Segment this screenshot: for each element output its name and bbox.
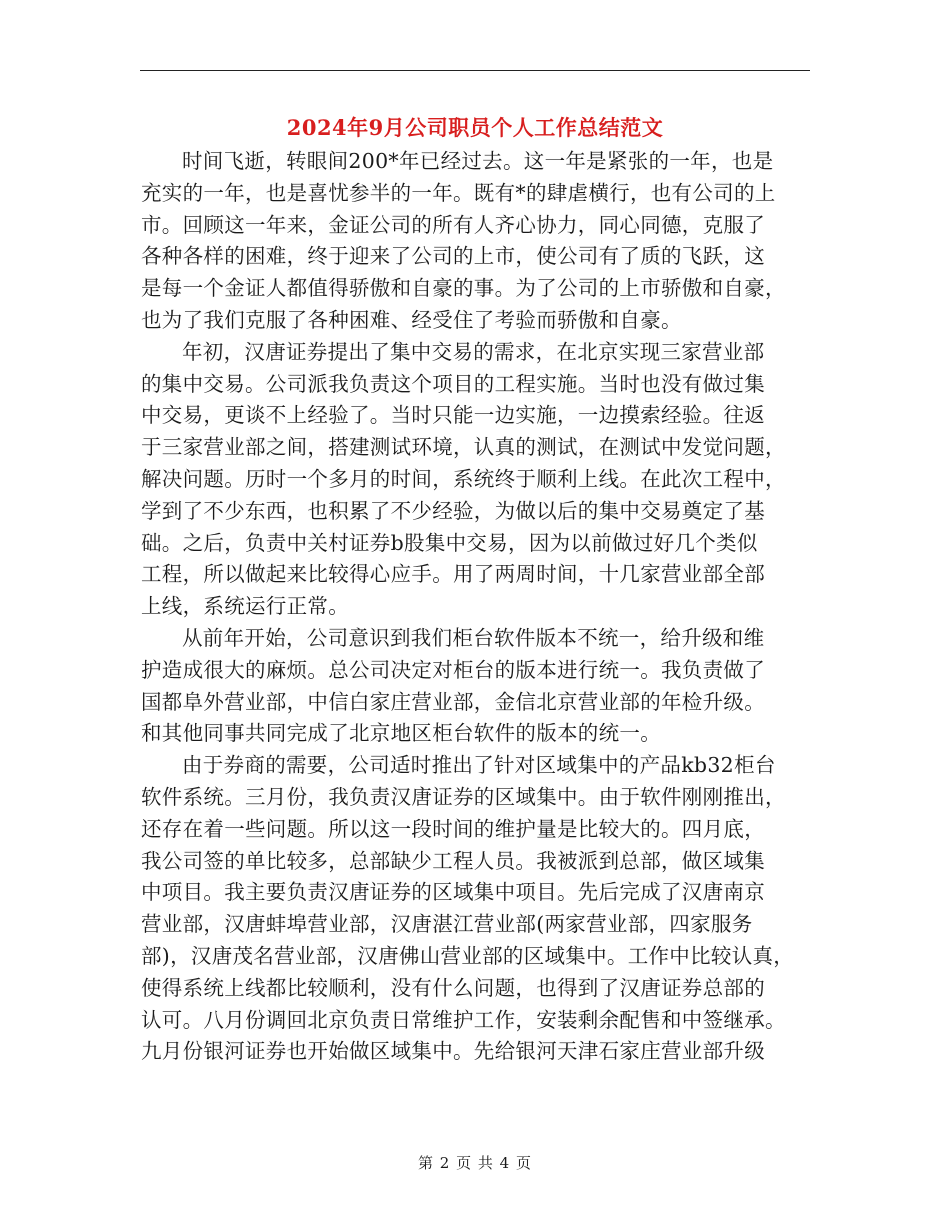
paragraph-2-line: 年初，汉唐证券提出了集中交易的需求，在北京实现三家营业部 [182, 339, 765, 364]
paragraph-3-line: 护造成很大的麻烦。总公司决定对柜台的版本进行统一。我负责做了 [141, 657, 765, 682]
paragraph-4-line: 中项目。我主要负责汉唐证券的区域集中项目。先后完成了汉唐南京 [141, 880, 765, 905]
document-title: 2024年9月公司职员个人工作总结范文 [286, 115, 664, 140]
paragraph-4-line: 认可。八月份调回北京负责日常维护工作，安装剩余配售和中签继承。 [141, 1007, 786, 1032]
paragraph-4-line: 使得系统上线都比较顺利，没有什么问题，也得到了汉唐证券总部的 [141, 975, 765, 1000]
paragraph-2-line: 于三家营业部之间，搭建测试环境，认真的测试，在测试中发觉问题， [141, 435, 786, 460]
paragraph-2-line: 上线，系统运行正常。 [141, 594, 349, 619]
paragraph-1-line: 充实的一年，也是喜忧参半的一年。既有*的肆虐横行，也有公司的上 [141, 180, 776, 205]
header-rule [140, 70, 810, 71]
paragraph-3-line: 国都阜外营业部，中信白家庄营业部，金信北京营业部的年检升级。 [141, 689, 765, 714]
paragraph-2-line: 的集中交易。公司派我负责这个项目的工程实施。当时也没有做过集 [141, 371, 765, 396]
paragraph-2-line: 学到了不少东西，也积累了不少经验，为做以后的集中交易奠定了基 [141, 498, 765, 523]
paragraph-4-line: 软件系统。三月份，我负责汉唐证券的区域集中。由于软件刚刚推出， [141, 784, 786, 809]
paragraph-4-line: 由于券商的需要，公司适时推出了针对区域集中的产品kb32柜台 [182, 753, 776, 778]
paragraph-2-line: 解决问题。历时一个多月的时间，系统终于顺利上线。在此次工程中， [141, 466, 786, 491]
paragraph-3-line: 从前年开始，公司意识到我们柜台软件版本不统一，给升级和维 [182, 625, 765, 650]
paragraph-2-line: 础。之后，负责中关村证券b股集中交易，因为以前做过好几个类似 [141, 530, 758, 555]
paragraph-4-line: 部)，汉唐茂名营业部，汉唐佛山营业部的区域集中。工作中比较认真， [141, 943, 795, 968]
paragraph-2-line: 中交易，更谈不上经验了。当时只能一边实施，一边摸索经验。往返 [141, 403, 765, 428]
document-body [141, 146, 811, 1068]
paragraph-4-line: 九月份银河证券也开始做区域集中。先给银河天津石家庄营业部升级 [141, 1039, 765, 1064]
paragraph-2-line: 工程，所以做起来比较得心应手。用了两周时间，十几家营业部全部 [141, 562, 765, 587]
paragraph-4-line: 营业部，汉唐蚌埠营业部，汉唐湛江营业部(两家营业部，四家服务 [141, 912, 753, 937]
paragraph-3-line: 和其他同事共同完成了北京地区柜台软件的版本的统一。 [141, 721, 661, 746]
paragraph-4-line: 我公司签的单比较多，总部缺少工程人员。我被派到总部，做区域集 [141, 848, 765, 873]
paragraph-1-line: 市。回顾这一年来，金证公司的所有人齐心协力，同心同德，克服了 [141, 212, 765, 237]
paragraph-4-line: 还存在着一些问题。所以这一段时间的维护量是比较大的。四月底， [141, 816, 765, 841]
page-number-footer: 第 2 页 共 4 页 [418, 1154, 532, 1172]
paragraph-1-line: 各种各样的困难，终于迎来了公司的上市，使公司有了质的飞跃，这 [141, 244, 765, 269]
paragraph-1-line: 是每一个金证人都值得骄傲和自豪的事。为了公司的上市骄傲和自豪， [141, 276, 786, 301]
paragraph-1-line: 时间飞逝，转眼间200*年已经过去。这一年是紧张的一年，也是 [182, 149, 774, 173]
paragraph-1-line: 也为了我们克服了各种困难、经受住了考验而骄傲和自豪。 [141, 307, 682, 332]
